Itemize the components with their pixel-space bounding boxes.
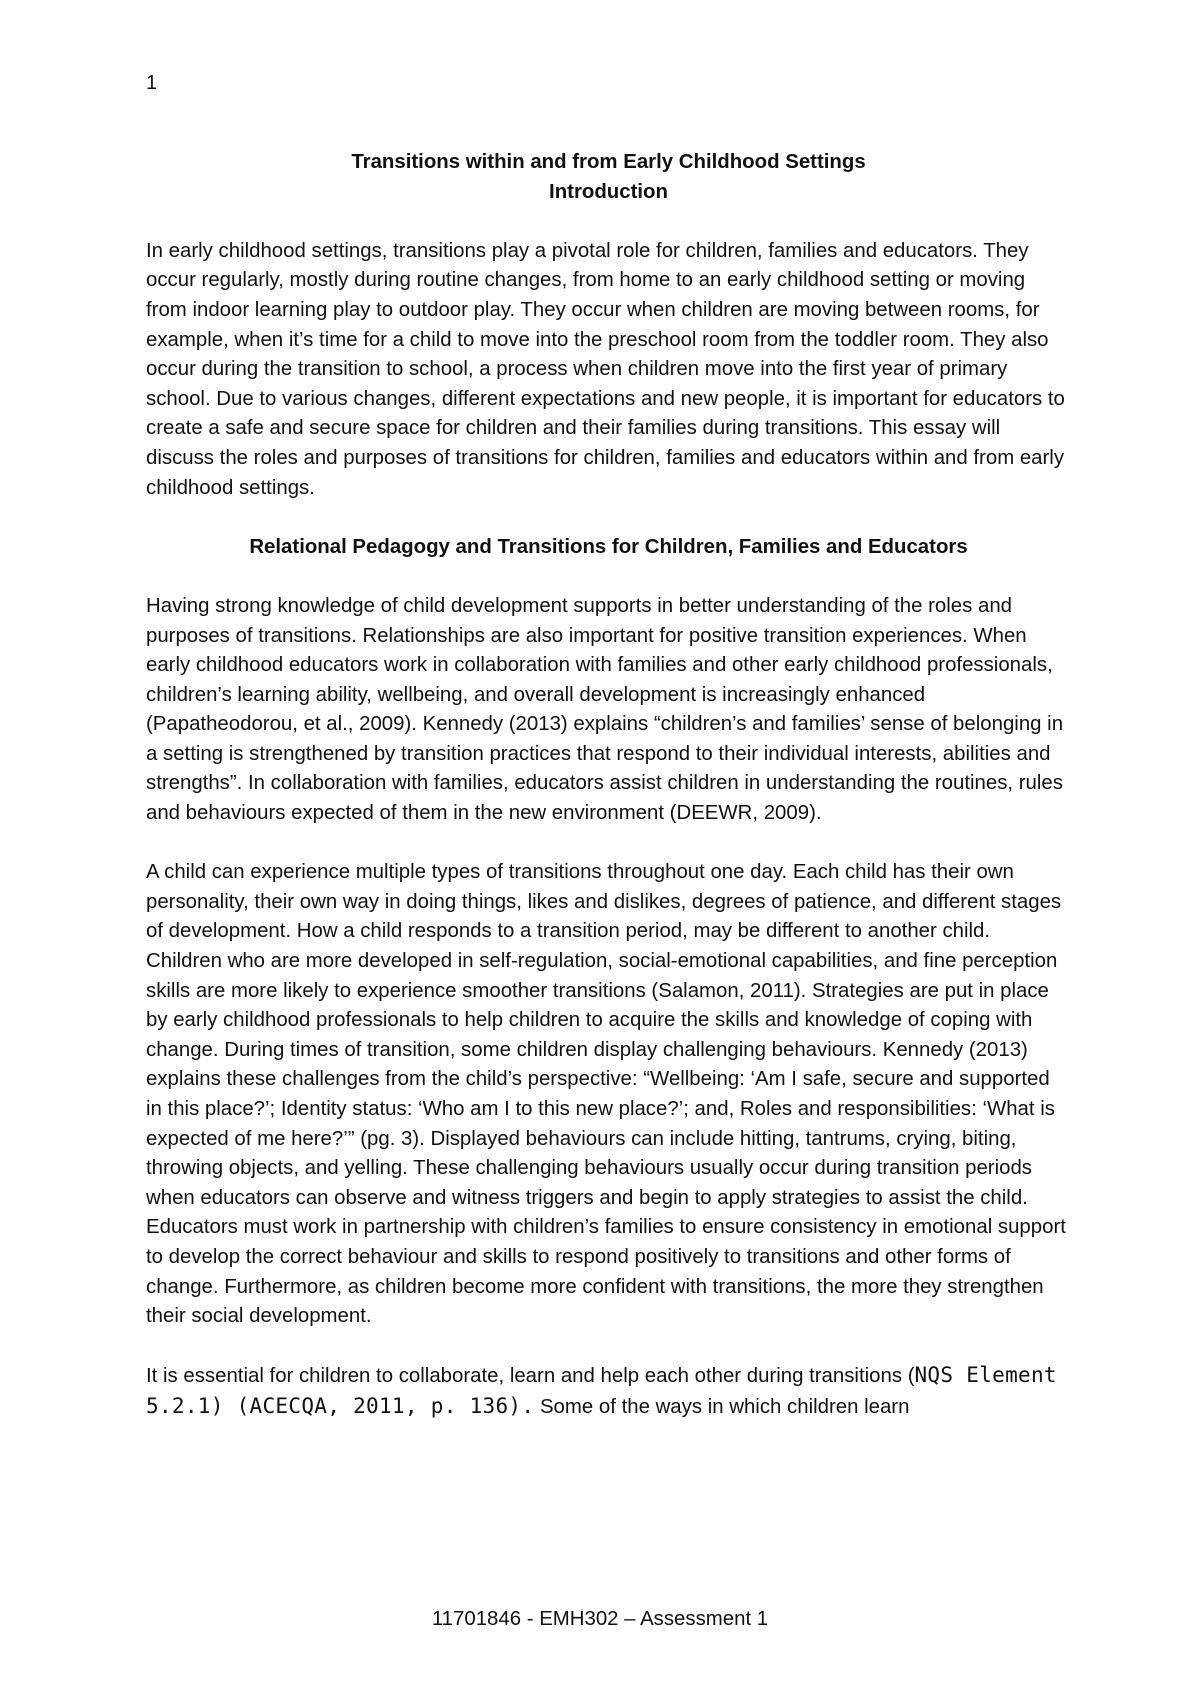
spacer <box>146 829 1071 859</box>
document-title: Transitions within and from Early Childhood Settings <box>351 151 866 173</box>
intro-heading: Introduction <box>549 180 668 203</box>
paragraph-4-start: It is essential for children to collaborate, learn and help each other during transitions ( <box>146 1365 915 1388</box>
paragraph-4-citation: NQS Element 5.2.1) (ACECQA, 2011, p. 136). <box>146 1363 1057 1418</box>
body-paragraph-2: Having strong knowledge of child development supports in better understanding of the roles and purposes of transitions. Relationships are also important for positive transition experiences. When early childhood educators work in collaboration with families and other early childhood professionals, children’s learning ability, wellbeing, and overall development is increasingly enhanced (Papatheodorou, et al., 2009). Kennedy (2013) explains “children’s and families’ sense of belonging in a setting is strengthened by transition practices that respond to their individual interests, abilities and strengths”. In collaboration with families, educators assist children in understanding the routines, rules and behaviours expected of them in the new environment (DEEWR, 2009). <box>146 594 1064 825</box>
body-paragraph-4 <box>146 1361 1071 1422</box>
paragraph-4-end: Some of the ways in which children learn <box>534 1395 910 1418</box>
intro-paragraph: In early childhood settings, transitions play a pivotal role for children, families and educators. They occur regularly, mostly during routine changes, from home to an early childhood setting or moving from indoor learning play to outdoor play. They occur when children are moving between rooms, for example, when it’s time for a child to move into the preschool room from the toddler room. They also occur during the transition to school, a process when children move into the first year of primary school. Due to various changes, different expectations and new people, it is important for educators to create a safe and secure space for children and their families during transitions. This essay will discuss the roles and purposes of transitions for children, families and educators within and from early childhood settings. <box>146 239 1065 499</box>
page-footer: 11701846 - EMH302 – Assessment 1 <box>431 1608 769 1630</box>
spacer <box>146 1332 1071 1362</box>
document-body <box>146 148 1071 1423</box>
page-number: 1 <box>146 72 158 94</box>
section-heading: Relational Pedagogy and Transitions for Children, Families and Educators <box>249 535 968 558</box>
spacer <box>146 207 1071 237</box>
body-paragraph-3: A child can experience multiple types of transitions throughout one day. Each child has their own personality, their own way in doing things, likes and dislikes, degrees of patience, and different stages of development. How a child responds to a transition period, may be different to another child. Children who are more developed in self-regulation, social-emotional capabilities, and fine perception skills are more likely to experience smoother transitions (Salamon, 2011). Strategies are put in place by early childhood professionals to help children to acquire the skills and knowledge of coping with change. During times of transition, some children display challenging behaviours. Kennedy (2013) explains these challenges from the child’s perspective: “Wellbeing: ‘Am I safe, secure and supported in this place?’; Identity status: ‘Who am I to this new place?’; and, Roles and responsibilities: ‘What is expected of me here?’” (pg. 3). Displayed behaviours can include hitting, tantrums, crying, biting, throwing objects, and yelling. These challenging behaviours usually occur during transition periods when educators can observe and witness triggers and begin to apply strategies to assist the child. Educators must work in partnership with children’s families to ensure consistency in emotional support to develop the correct behaviour and skills to respond positively to transitions and other forms of change. Furthermore, as children become more confident with transitions, the more they strengthen their social development. <box>146 861 1066 1328</box>
spacer <box>146 562 1071 592</box>
spacer <box>146 503 1071 533</box>
